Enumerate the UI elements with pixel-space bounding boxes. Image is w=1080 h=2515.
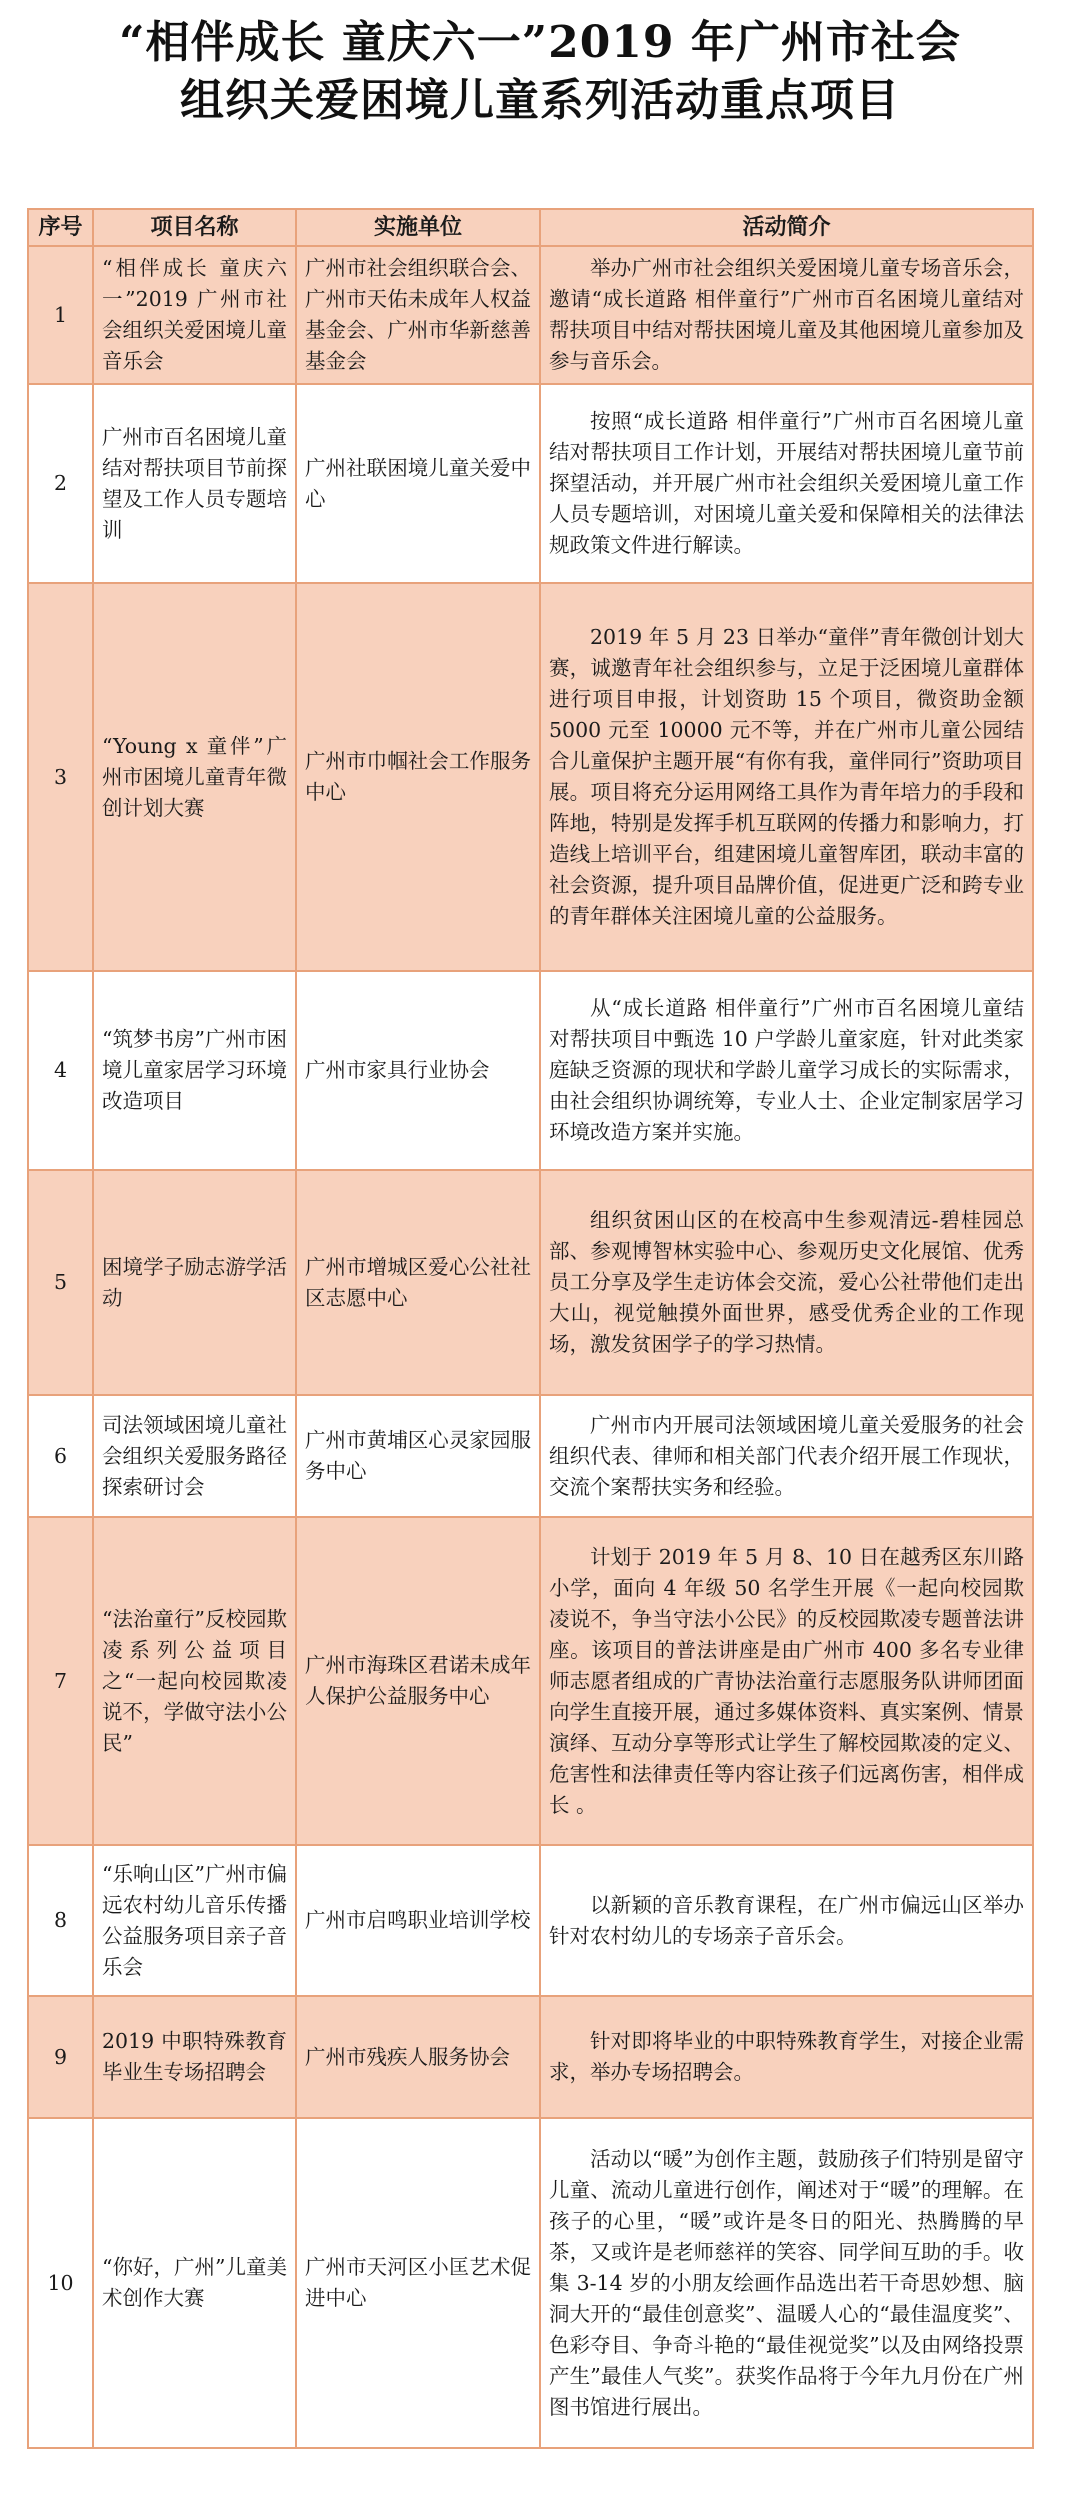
table-row	[28, 971, 1033, 1170]
header-org: 实施单位	[296, 209, 540, 246]
table-row	[28, 1170, 1033, 1395]
implementing-unit: 广州市残疾人服务协会	[296, 1996, 540, 2118]
project-name: 困境学子励志游学活动	[93, 1170, 296, 1395]
row-number: 5	[28, 1170, 93, 1395]
activity-description: 举办广州市社会组织关爱困境儿童专场音乐会，邀请“成长道路 相伴童行”广州市百名困境儿童结对帮扶项目中结对帮扶困境儿童及其他困境儿童参加及参与音乐会。	[540, 246, 1033, 384]
project-name: “筑梦书房”广州市困境儿童家居学习环境改造项目	[93, 971, 296, 1170]
row-number: 10	[28, 2118, 93, 2448]
project-name: 2019 中职特殊教育毕业生专场招聘会	[93, 1996, 296, 2118]
header-no: 序号	[28, 209, 93, 246]
activity-description: 计划于 2019 年 5 月 8、10 日在越秀区东川路小学，面向 4 年级 50 名学生开展《一起向校园欺凌说不，争当守法小公民》的反校园欺凌专题普法讲座。该项目的普法讲座是由广州市 400 多名专业律师志愿者组成的广青协法治童行志愿服务队讲师团面向学生直接开展，通过多媒体资料、真实案例、情景演绎、互动分享等形式让学生了解校园欺凌的定义、危害性和法律责任等内容让孩子们远离伤害，相伴成长 。	[540, 1517, 1033, 1845]
activity-description: 活动以“暖”为创作主题，鼓励孩子们特别是留守儿童、流动儿童进行创作，阐述对于“暖”的理解。在孩子的心里，“暖”或许是冬日的阳光、热腾腾的早茶，又或许是老师慈祥的笑容、同学间互助的手。收集 3-14 岁的小朋友绘画作品选出若干奇思妙想、脑洞大开的“最佳创意奖”、温暖人心的“最佳温度奖”、色彩夺目、争奇斗艳的“最佳视觉奖”以及由网络投票产生”最佳人气奖”。获奖作品将于今年九月份在广州图书馆进行展出。	[540, 2118, 1033, 2448]
project-name: “相伴成长 童庆六一”2019 广州市社会组织关爱困境儿童音乐会	[93, 246, 296, 384]
implementing-unit: 广州市增城区爱心公社社区志愿中心	[296, 1170, 540, 1395]
activity-description: 按照“成长道路 相伴童行”广州市百名困境儿童结对帮扶项目工作计划，开展结对帮扶困境儿童节前探望活动，并开展广州市社会组织关爱困境儿童工作人员专题培训，对困境儿童关爱和保障相关的法律法规政策文件进行解读。	[540, 384, 1033, 583]
table-row	[28, 1517, 1033, 1845]
row-number: 2	[28, 384, 93, 583]
table-row	[28, 583, 1033, 971]
header-name: 项目名称	[93, 209, 296, 246]
project-name: “你好，广州”儿童美术创作大赛	[93, 2118, 296, 2448]
table-row	[28, 1845, 1033, 1996]
implementing-unit: 广州市黄埔区心灵家园服务中心	[296, 1395, 540, 1517]
implementing-unit: 广州市启鸣职业培训学校	[296, 1845, 540, 1996]
project-name: 司法领域困境儿童社会组织关爱服务路径探索研讨会	[93, 1395, 296, 1517]
table-header-row	[28, 209, 1033, 246]
header-desc: 活动简介	[540, 209, 1033, 246]
row-number: 7	[28, 1517, 93, 1845]
table-row	[28, 246, 1033, 384]
row-number: 8	[28, 1845, 93, 1996]
activity-description: 以新颖的音乐教育课程，在广州市偏远山区举办针对农村幼儿的专场亲子音乐会。	[540, 1845, 1033, 1996]
activity-description: 针对即将毕业的中职特殊教育学生，对接企业需求，举办专场招聘会。	[540, 1996, 1033, 2118]
row-number: 6	[28, 1395, 93, 1517]
implementing-unit: 广州市巾帼社会工作服务中心	[296, 583, 540, 971]
table-row	[28, 1395, 1033, 1517]
project-name: 广州市百名困境儿童结对帮扶项目节前探望及工作人员专题培训	[93, 384, 296, 583]
activity-description: 从“成长道路 相伴童行”广州市百名困境儿童结对帮扶项目中甄选 10 户学龄儿童家庭，针对此类家庭缺乏资源的现状和学龄儿童学习成长的实际需求，由社会组织协调统筹，专业人士、企业定制家居学习环境改造方案并实施。	[540, 971, 1033, 1170]
implementing-unit: 广州市社会组织联合会、广州市天佑未成年人权益基金会、广州市华新慈善基金会	[296, 246, 540, 384]
row-number: 3	[28, 583, 93, 971]
project-name: “法治童行”反校园欺凌系列公益项目之“一起向校园欺凌说不，学做守法小公民”	[93, 1517, 296, 1845]
implementing-unit: 广州市家具行业协会	[296, 971, 540, 1170]
project-name: “Young x 童伴”广州市困境儿童青年微创计划大赛	[93, 583, 296, 971]
document-title	[0, 14, 1080, 130]
implementing-unit: 广州市天河区小匡艺术促进中心	[296, 2118, 540, 2448]
table-row	[28, 2118, 1033, 2448]
row-number: 1	[28, 246, 93, 384]
title-line-2: 组织关爱困境儿童系列活动重点项目	[180, 75, 900, 126]
table-row	[28, 1996, 1033, 2118]
activity-description: 2019 年 5 月 23 日举办“童伴”青年微创计划大赛，诚邀青年社会组织参与，立足于泛困境儿童群体进行项目申报，计划资助 15 个项目，微资助金额 5000 元至 10000 元不等，并在广州市儿童公园结合儿童保护主题开展“有你有我，童伴同行”资助项目展。项目将充分运用网络工具作为青年培力的手段和阵地，特别是发挥手机互联网的传播力和影响力，打造线上培训平台，组建困境儿童智库团，联动丰富的社会资源，提升项目品牌价值，促进更广泛和跨专业的青年群体关注困境儿童的公益服务。	[540, 583, 1033, 971]
row-number: 9	[28, 1996, 93, 2118]
implementing-unit: 广州社联困境儿童关爱中心	[296, 384, 540, 583]
project-name: “乐响山区”广州市偏远农村幼儿音乐传播公益服务项目亲子音乐会	[93, 1845, 296, 1996]
projects-table	[27, 208, 1034, 2449]
implementing-unit: 广州市海珠区君诺未成年人保护公益服务中心	[296, 1517, 540, 1845]
title-line-1: “相伴成长 童庆六一”2019 年广州市社会	[119, 17, 961, 68]
activity-description: 组织贫困山区的在校高中生参观清远-碧桂园总部、参观博智林实验中心、参观历史文化展馆、优秀员工分享及学生走访体会交流，爱心公社带他们走出大山，视觉触摸外面世界，感受优秀企业的工作现场，激发贫困学子的学习热情。	[540, 1170, 1033, 1395]
activity-description: 广州市内开展司法领域困境儿童关爱服务的社会组织代表、律师和相关部门代表介绍开展工作现状，交流个案帮扶实务和经验。	[540, 1395, 1033, 1517]
row-number: 4	[28, 971, 93, 1170]
table-row	[28, 384, 1033, 583]
